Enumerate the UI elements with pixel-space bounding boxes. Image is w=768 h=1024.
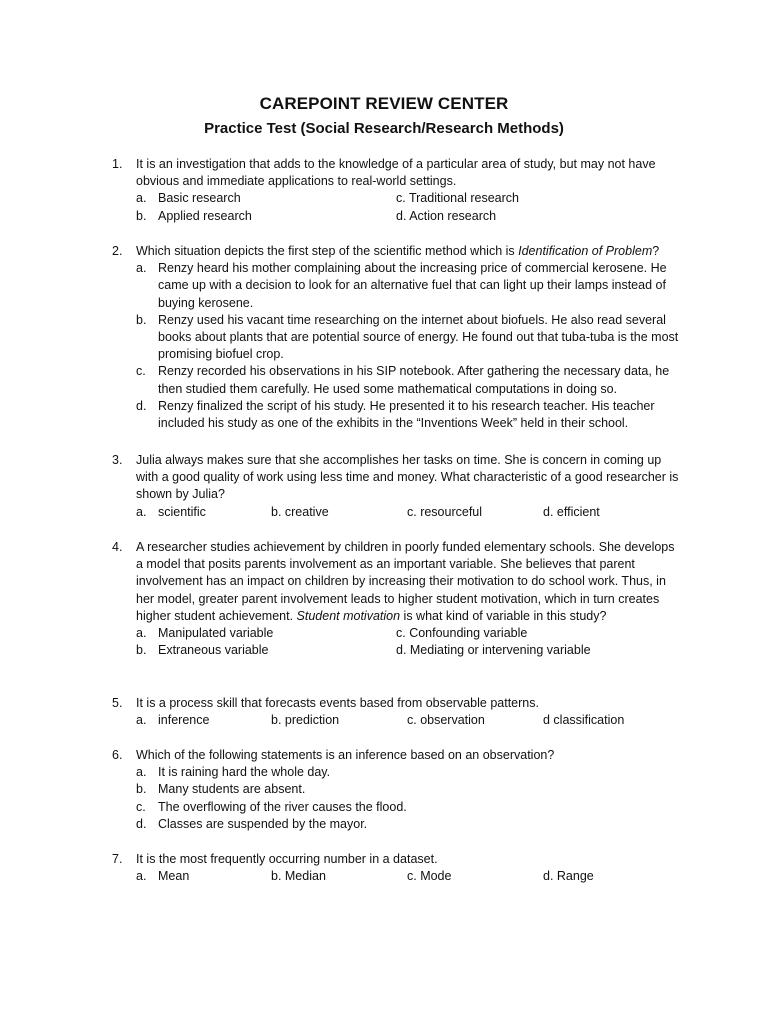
question-number: 2. [112,244,123,258]
question-stem: It is the most frequently occurring number in a dataset. [136,852,438,866]
option-c: c. observation [407,713,485,728]
option-b: b. Renzy used his vacant time researching on the internet about biofuels. He also read several books about plants that are potential source of energy. He found out that tuba-tuba is the most promising biofuel crop. [136,312,679,362]
document-title: CAREPOINT REVIEW CENTER [259,94,509,113]
options [136,868,682,885]
document-subtitle: Practice Test (Social Research/Research Methods) [204,120,564,137]
option-b: b. Extraneous variable [136,643,269,658]
options [136,260,682,432]
option-d: d. Renzy finalized the script of his study. He presented it to his research teacher. His teacher included his study as one of the exhibits in the “Inventions Week” held in their school. [136,398,655,431]
question-3 [112,452,682,521]
option-a: a. scientific [136,504,206,519]
option-a: a. Manipulated variable [136,626,274,641]
option-c: c. Confounding variable [396,626,528,641]
option-a: a. inference [136,713,210,728]
option-d: d. Action research [396,208,497,223]
option-c: c. Renzy recorded his observations in his SIP notebook. After gathering the necessary data, he then studied them carefully. He used some mathematical computations in doing so. [136,364,670,396]
option-c: c. resourceful [407,504,483,519]
question-number: 3. [112,453,123,467]
options [136,712,682,729]
options [136,190,682,224]
option-b: b. creative [271,504,329,519]
option-c: c. Traditional research [396,191,519,206]
option-a: a. It is raining hard the whole day. [136,765,331,780]
options [136,504,682,521]
question-stem: It is a process skill that forecasts events based from observable patterns. [136,696,539,710]
option-d: d. efficient [543,504,600,519]
option-d: d classification [543,713,625,728]
question-stem: Which situation depicts the first step of the scientific method which is Identification of Problem? [136,244,660,258]
question-number: 1. [112,157,123,171]
question-stem: Which of the following statements is an inference based on an observation? [136,748,555,762]
option-b: b. Many students are absent. [136,782,306,797]
question-number: 4. [112,540,123,554]
option-d: d. Mediating or intervening variable [396,643,591,658]
question-number: 7. [112,852,123,866]
option-c: c. The overflowing of the river causes the flood. [136,799,407,814]
question-stem: A researcher studies achievement by children in poorly funded elementary schools. She develops a model that posits parents involvement as an important variable. She believes that parent involvement has an impact on children by increasing their motivation to do school work. Thus, in her model, greater parent involvement leads to higher student motivation, which in turn creates higher student achievement. Student motivation is what kind of variable in this study? [136,540,675,623]
option-d: d. Classes are suspended by the mayor. [136,816,368,831]
question-7 [112,851,682,885]
question-number: 6. [112,748,123,762]
question-5 [112,695,682,729]
question-6 [112,747,682,833]
option-c: c. Mode [407,869,452,884]
question-stem: Julia always makes sure that she accomplishes her tasks on time. She is concern in coming up with a good quality of work using less time and money. What characteristic of a good researcher is shown by Julia? [136,453,679,502]
options [136,625,682,659]
option-a: a. Basic research [136,191,241,206]
question-2 [112,243,682,432]
option-b: b. prediction [271,713,340,728]
option-d: d. Range [543,869,594,884]
options [136,764,682,833]
option-b: b. Applied research [136,208,252,223]
question-4 [112,539,682,659]
question-1 [112,156,682,225]
option-b: b. Median [271,869,326,884]
question-stem: It is an investigation that adds to the knowledge of a particular area of study, but may not have obvious and immediate applications to real-world settings. [136,157,656,189]
option-a: a. Renzy heard his mother complaining about the increasing price of commercial kerosene. He came up with a decision to look for an alternative fuel that can light up their lamps instead of buying kerosene. [136,261,667,310]
option-a: a. Mean [136,869,190,884]
question-number: 5. [112,696,123,710]
